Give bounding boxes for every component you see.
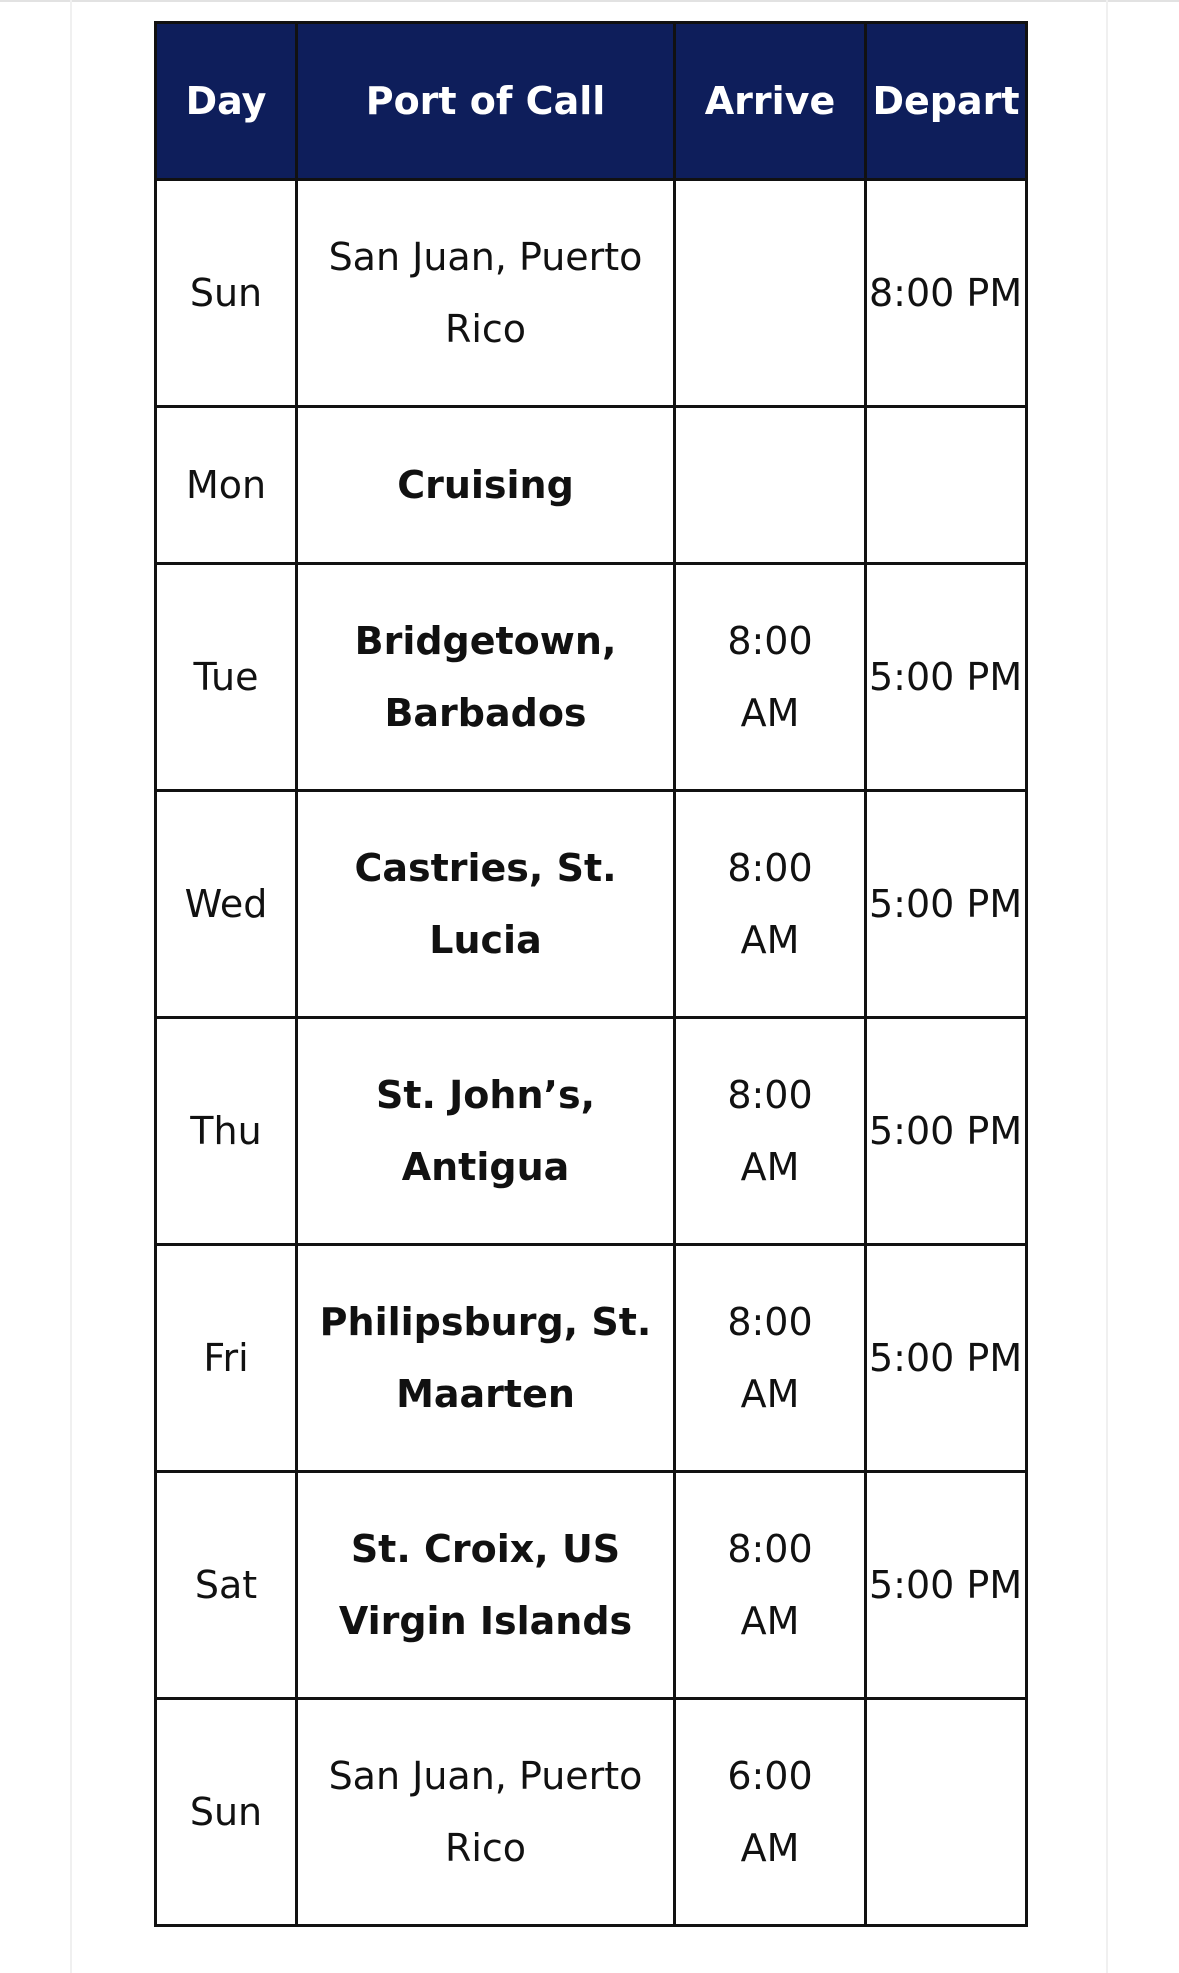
arrive-cell — [675, 1472, 866, 1699]
port-cell — [297, 180, 675, 407]
right-page-edge — [1106, 0, 1108, 1973]
day-cell: Wed — [156, 791, 297, 1018]
header-day: Day — [156, 23, 297, 180]
arrive-meridiem: AM — [740, 1826, 800, 1870]
depart-cell — [866, 1245, 1027, 1472]
port-cell — [297, 564, 675, 791]
depart-time: 5:00 PM — [869, 1109, 1023, 1153]
day-cell: Thu — [156, 1018, 297, 1245]
port-cell — [297, 1245, 675, 1472]
port-cell — [297, 1472, 675, 1699]
table-row — [156, 791, 1027, 1018]
port-cell — [297, 791, 675, 1018]
port-line-2: Lucia — [429, 918, 542, 962]
port-line-2: Virgin Islands — [338, 1599, 633, 1643]
depart-time: 5:00 PM — [869, 882, 1023, 926]
arrive-cell — [675, 407, 866, 564]
header-port: Port of Call — [297, 23, 675, 180]
table-row — [156, 1472, 1027, 1699]
port-line-1: Castries, St. — [354, 846, 617, 890]
itinerary-body — [156, 180, 1027, 1926]
port-line-2: Antigua — [401, 1145, 570, 1189]
port-line-2: Maarten — [396, 1372, 575, 1416]
left-page-edge — [70, 0, 72, 1973]
depart-time: 5:00 PM — [869, 1563, 1023, 1607]
arrive-time: 8:00 — [727, 846, 813, 890]
port-line-1: Cruising — [397, 463, 574, 507]
top-divider — [0, 0, 1179, 2]
day-cell: Tue — [156, 564, 297, 791]
port-line-1: Philipsburg, St. — [319, 1300, 652, 1344]
arrive-time: 8:00 — [727, 1300, 813, 1344]
table-row — [156, 1245, 1027, 1472]
arrive-cell — [675, 1018, 866, 1245]
table-row — [156, 407, 1027, 564]
arrive-cell — [675, 1245, 866, 1472]
arrive-time: 6:00 — [727, 1754, 813, 1798]
depart-time: 8:00 PM — [869, 271, 1023, 315]
port-cell — [297, 407, 675, 564]
arrive-time: 8:00 — [727, 1073, 813, 1117]
depart-cell — [866, 1699, 1027, 1926]
table-row — [156, 1699, 1027, 1926]
day-cell: Mon — [156, 407, 297, 564]
arrive-meridiem: AM — [740, 918, 800, 962]
arrive-time: 8:00 — [727, 619, 813, 663]
depart-cell — [866, 1472, 1027, 1699]
arrive-meridiem: AM — [740, 691, 800, 735]
port-line-1: St. Croix, US — [350, 1527, 621, 1571]
day-cell: Sat — [156, 1472, 297, 1699]
depart-cell — [866, 791, 1027, 1018]
port-line-1: Bridgetown, — [354, 619, 617, 663]
depart-time: 5:00 PM — [869, 655, 1023, 699]
arrive-cell — [675, 180, 866, 407]
itinerary-table — [154, 21, 1028, 1927]
port-cell — [297, 1699, 675, 1926]
depart-cell — [866, 180, 1027, 407]
port-line-1: San Juan, Puerto — [328, 235, 643, 279]
port-line-2: Rico — [444, 1826, 527, 1870]
arrive-cell — [675, 1699, 866, 1926]
arrive-cell — [675, 791, 866, 1018]
day-cell: Sun — [156, 180, 297, 407]
port-line-2: Barbados — [384, 691, 587, 735]
arrive-meridiem: AM — [740, 1372, 800, 1416]
port-line-1: St. John’s, — [375, 1073, 596, 1117]
arrive-time: 8:00 — [727, 1527, 813, 1571]
port-cell — [297, 1018, 675, 1245]
arrive-meridiem: AM — [740, 1599, 800, 1643]
table-row — [156, 1018, 1027, 1245]
day-cell: Sun — [156, 1699, 297, 1926]
depart-cell — [866, 1018, 1027, 1245]
table-row — [156, 180, 1027, 407]
depart-cell — [866, 564, 1027, 791]
header-arrive: Arrive — [675, 23, 866, 180]
header-depart: Depart — [866, 23, 1027, 180]
arrive-meridiem: AM — [740, 1145, 800, 1189]
day-cell: Fri — [156, 1245, 297, 1472]
depart-time: 5:00 PM — [869, 1336, 1023, 1380]
header-row — [156, 23, 1027, 180]
port-line-1: San Juan, Puerto — [328, 1754, 643, 1798]
port-line-2: Rico — [444, 307, 527, 351]
arrive-cell — [675, 564, 866, 791]
table-row — [156, 564, 1027, 791]
depart-cell — [866, 407, 1027, 564]
